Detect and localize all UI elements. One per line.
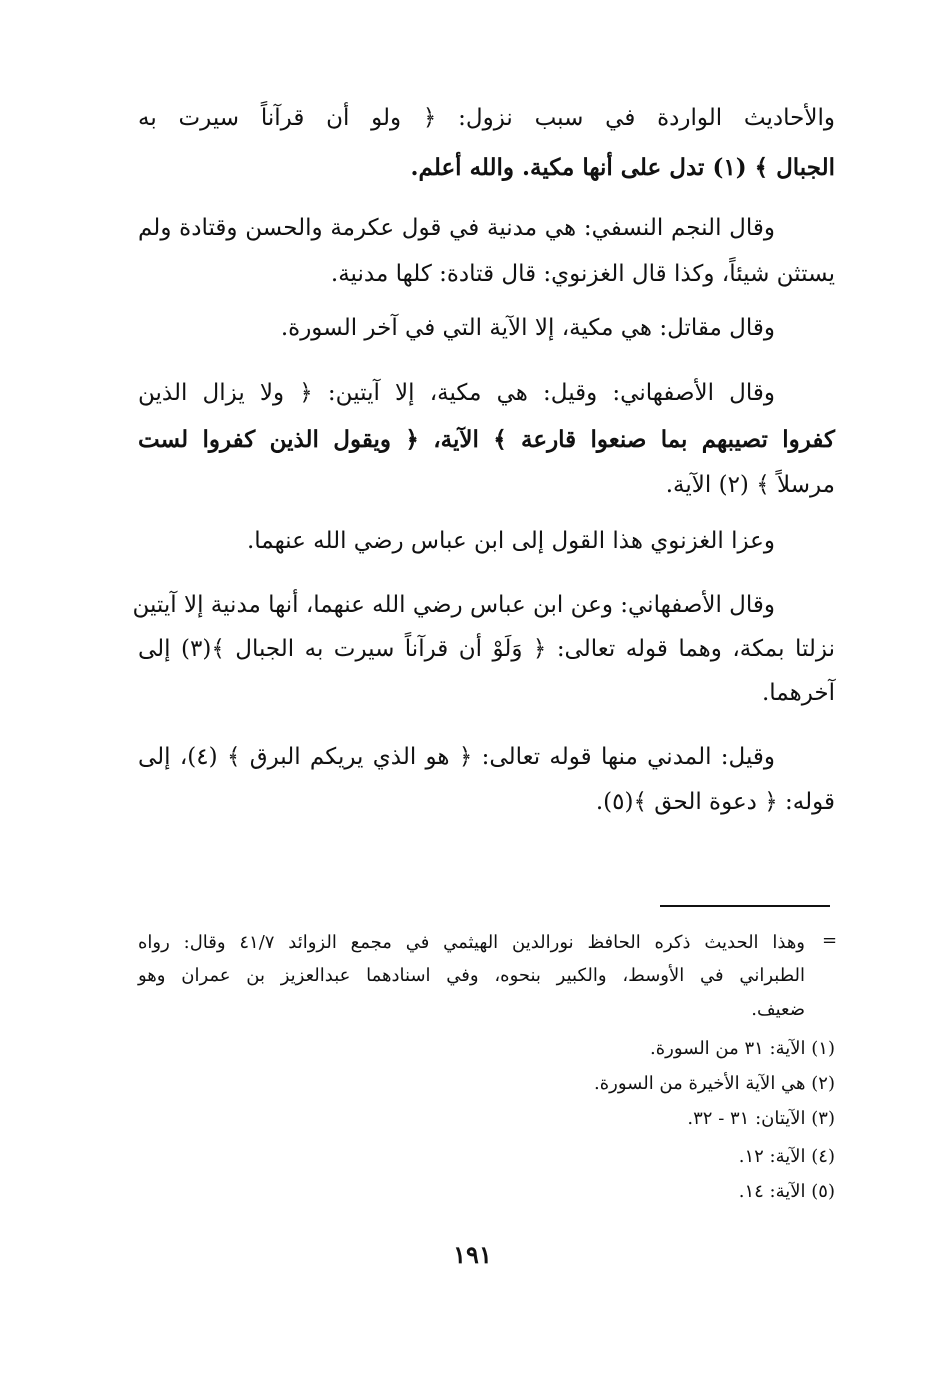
footnote-3: (٣) الآيتان: ٣١ - ٣٢. (687, 1108, 835, 1129)
body-line-5: وقال مقاتل: هي مكية، إلا الآية التي في آخر السورة. (280, 315, 775, 341)
footnote-continuation-line-3: ضعيف. (751, 999, 805, 1020)
body-line-6: وقال الأصفهاني: وقيل: هي مكية، إلا آيتين: ﴿ ولا يزال الذين (138, 380, 775, 406)
footnote-continuation-line-2: الطبراني في الأوسط، والكبير بنحوه، وفي اسنادهما عبدالعزيز بن عمران وهو (138, 965, 805, 986)
body-line-13: وقيل: المدني منها قوله تعالى: ﴿ هو الذي يريكم البرق ﴾ (٤)، إلى (138, 744, 776, 770)
body-line-1: والأحاديث الواردة في سبب نزول: ﴿ ولو أن قرآناً سيرت به (138, 105, 835, 131)
body-line-14: قوله: ﴿ دعوة الحق ﴾(٥). (595, 789, 835, 815)
footnote-continuation-line-1: وهذا الحديث ذكره الحافظ نورالدين الهيثمي في مجمع الزوائد ٤١/٧ وقال: رواه (138, 932, 806, 953)
footnote-1: (١) الآية: ٣١ من السورة. (650, 1038, 835, 1059)
body-line-2: الجبال ﴾ (١) تدل على أنها مكية. والله أعلم. (410, 154, 835, 181)
body-line-10: وقال الأصفهاني: وعن ابن عباس رضي الله عنهما، أنها مدنية إلا آيتين (132, 592, 775, 618)
body-line-7: كفروا تصيبهم بما صنعوا قارعة ﴾ الآية، ﴿ ويقول الذين كفروا لست (138, 426, 835, 453)
footnote-5: (٥) الآية: ١٤. (738, 1181, 835, 1202)
body-line-12: آخرهما. (761, 680, 835, 706)
body-line-4: يستثن شيئاً، وكذا قال الغزنوي: قال قتادة: كلها مدنية. (330, 261, 835, 287)
footnote-continuation-mark: = (822, 930, 838, 951)
footnote-separator (660, 905, 830, 907)
body-line-11: نزلتا بمكة، وهما قوله تعالى: ﴿ وَلَوْ أن قرآناً سيرت به الجبال ﴾(٣) إلى (138, 636, 835, 662)
body-line-8: مرسلاً ﴾ (٢) الآية. (665, 472, 835, 498)
body-line-3: وقال النجم النسفي: هي مدنية في قول عكرمة والحسن وقتادة ولم (138, 215, 775, 241)
footnote-2: (٢) هي الآية الأخيرة من السورة. (594, 1073, 835, 1094)
body-line-9: وعزا الغزنوي هذا القول إلى ابن عباس رضي الله عنهما. (246, 528, 775, 554)
footnote-4: (٤) الآية: ١٢. (738, 1146, 835, 1167)
page-number: ١٩١ (453, 1240, 492, 1269)
